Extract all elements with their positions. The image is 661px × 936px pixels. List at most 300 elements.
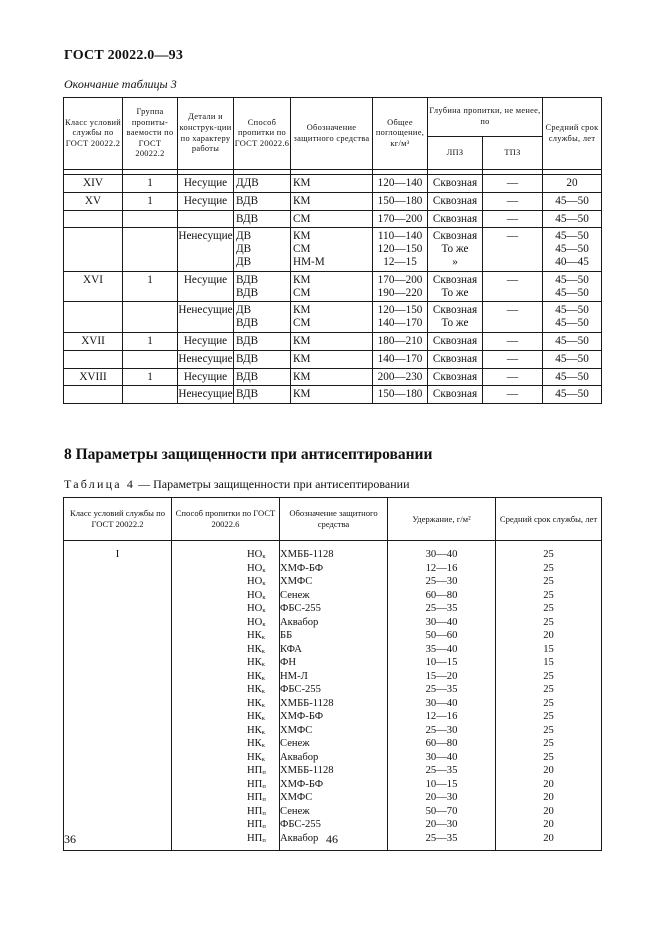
t4-cell-method [172,765,280,779]
t4-method-sub: к [262,553,266,560]
t4-cell-class [64,765,172,779]
t4-method-base: НП [247,819,263,830]
t4-cell-retention: 35—40 [388,644,496,658]
t4-row [64,792,602,806]
t4-cell-designation: ХМББ-1128 [280,765,388,779]
t3-cell-abs: 140—170 [373,350,428,368]
t3-header-absorption: Общее поглощение, кг/м³ [373,98,428,170]
t4-method-sub: п [262,769,266,776]
t4-cell-designation: Сенеж [280,806,388,820]
t4-method-sub: к [262,620,266,628]
t4-cell-class [64,833,172,851]
t4-cell-designation: Аквабор [280,752,388,766]
t3-cell-des: КМ СМ НМ-М [291,228,373,271]
t3-cell-life: 45—50 45—50 [543,302,602,333]
t3-cell-lpz: Сквозная То же » [428,228,483,271]
t4-cell-retention: 25—35 [388,684,496,698]
t4-cell-designation: ХМФС [280,725,388,739]
t3-cell-meth: ВДВ [234,350,291,368]
t4-method-base: НК [247,643,262,655]
t4-cell-life: 25 [496,738,602,752]
t4-method-sub: к [262,593,266,601]
t4-row [64,779,602,793]
t4-header-life: Средний срок службы, лет [496,498,602,541]
t4-method-base: НК [247,711,262,722]
t4-cell-retention: 10—15 [388,779,496,793]
t4-method-base: НК [247,751,262,763]
t4-cell-class [64,819,172,833]
t3-cell-abs: 200—230 [373,368,428,386]
t4-row [64,725,602,739]
t4-cell-class [64,590,172,604]
t4-cell-life: 15 [496,644,602,658]
t4-method-base: НП [247,765,263,776]
t4-cell-method [172,563,280,577]
t4-method-base: НК [247,670,262,682]
t3-cell-det: Несущие [178,271,234,302]
t3-cell-life: 45—50 [543,368,602,386]
t4-cell-method [172,725,280,739]
t4-row [64,752,602,766]
t3-cell-lpz: Сквозная [428,192,483,210]
t4-method-base: НК [247,697,262,709]
t3-row [64,350,602,368]
t3-cell-meth: ВДВ [234,210,291,228]
t4-cell-retention: 50—70 [388,806,496,820]
t3-cell-det [178,210,234,228]
t3-cell-des: КМ [291,192,373,210]
t4-row [64,819,602,833]
t4-cell-method [172,819,280,833]
t3-header-class: Класс условий службы по ГОСТ 20022.2 [64,98,123,170]
table4-body [64,541,602,851]
t3-cell-abs: 180—210 [373,332,428,350]
t4-cell-life: 25 [496,671,602,685]
t4-row [64,603,602,617]
t3-header-group: Группа пропиты-ваемости по ГОСТ 20022.2 [123,98,178,170]
t3-row [64,228,602,271]
t3-cell-life: 45—50 [543,192,602,210]
t4-method-base: НП [247,778,263,790]
t4-method-base: НК [247,684,262,695]
t4-cell-life: 20 [496,819,602,833]
t4-method-base: НО [247,549,263,560]
t3-cell-meth: ВДВ [234,192,291,210]
t4-cell-method [172,711,280,725]
t3-header-lpz: ЛПЗ [428,137,483,170]
t4-cell-method [172,738,280,752]
t3-cell-grp: 1 [123,368,178,386]
t4-cell-designation: Аквабор [280,617,388,631]
t4-header-designation: Обозначение защитного средства [280,498,388,541]
t4-header-class: Класс условий службы по ГОСТ 20022.2 [64,498,172,541]
t4-cell-designation: ФБС-255 [280,603,388,617]
t4-cell-retention: 25—35 [388,603,496,617]
t4-cell-class [64,576,172,590]
t4-row [64,590,602,604]
t4-cell-designation: ХМББ-1128 [280,541,388,563]
t4-method-sub: п [262,782,266,790]
t3-cell-grp [123,210,178,228]
t3-cell-grp [123,350,178,368]
t4-row [64,644,602,658]
t4-cell-method [172,698,280,712]
t4-row [64,765,602,779]
section-title: 8 Параметры защищенности при антисептировании [64,446,433,463]
t4-cell-life: 25 [496,725,602,739]
t4-method-sub: к [261,728,265,736]
t3-cell-grp [123,302,178,333]
t4-cell-class [64,684,172,698]
t4-method-sub: к [261,688,265,695]
t3-cell-det: Ненесущие [178,228,234,271]
t4-cell-designation: Аквабор [280,833,388,851]
t3-cell-tpz: — [483,192,543,210]
table3-caption: Окончание таблицы 3 [64,77,177,91]
t4-cell-life: 25 [496,563,602,577]
t3-cell-lpz: Сквозная То же [428,302,483,333]
t4-cell-class [64,725,172,739]
t4-method-base: НО [247,616,263,628]
t3-cell-life: 45—50 [543,210,602,228]
t3-cell-des: СМ [291,210,373,228]
t4-cell-method [172,590,280,604]
t3-cell-tpz: — [483,368,543,386]
t3-cell-cls [64,350,123,368]
t3-cell-cls: XIV [64,175,123,193]
t3-cell-tpz: — [483,302,543,333]
t4-method-sub: п [262,823,266,830]
t3-cell-abs: 170—200 190—220 [373,271,428,302]
t3-cell-grp [123,386,178,404]
t4-method-base: НП [247,792,263,803]
t3-cell-lpz: Сквозная [428,386,483,404]
t4-row [64,711,602,725]
t4-method-sub: к [261,755,265,763]
document-header: ГОСТ 20022.0—93 [64,48,184,63]
t4-cell-retention: 15—20 [388,671,496,685]
t3-cell-life: 45—50 [543,332,602,350]
t4-cell-designation: ФБС-255 [280,819,388,833]
t4-row [64,671,602,685]
t4-cell-method [172,752,280,766]
t4-method-sub: к [262,580,266,587]
t3-row [64,332,602,350]
t4-method-base: НК [247,738,262,749]
t3-cell-des: КМ [291,332,373,350]
t4-cell-method [172,617,280,631]
t4-method-sub: п [262,809,266,817]
t3-cell-det: Ненесущие [178,302,234,333]
t4-cell-method [172,806,280,820]
t4-cell-retention: 30—40 [388,698,496,712]
t3-cell-meth: ДВ ВДВ [234,302,291,333]
t3-cell-abs: 150—180 [373,386,428,404]
t4-cell-life: 25 [496,541,602,563]
t4-method-sub: к [261,661,265,668]
t4-cell-method [172,541,280,563]
t3-cell-lpz: Сквозная То же [428,271,483,302]
t3-header-depth: Глубина пропитки, не менее, по [428,98,543,137]
t3-row [64,271,602,302]
t4-cell-retention: 12—16 [388,711,496,725]
t3-cell-des: КМ [291,350,373,368]
t4-method-sub: к [261,701,265,709]
t4-cell-designation: ББ [280,630,388,644]
t3-cell-life: 45—50 [543,386,602,404]
t3-cell-cls: XV [64,192,123,210]
t3-cell-det: Несущие [178,175,234,193]
t4-cell-retention: 10—15 [388,657,496,671]
t4-cell-life: 20 [496,765,602,779]
t4-method-sub: к [261,742,265,749]
t3-cell-meth: ДДВ [234,175,291,193]
table3 [63,97,602,404]
page-number-center: 46 [326,832,338,846]
t4-cell-life: 25 [496,752,602,766]
t4-row [64,657,602,671]
t4-cell-class [64,657,172,671]
t4-cell-life: 25 [496,617,602,631]
t3-cell-cls: XVII [64,332,123,350]
t4-cell-retention: 30—40 [388,752,496,766]
t3-cell-grp: 1 [123,175,178,193]
t3-header-designation: Обозначение защитного средства [291,98,373,170]
t4-cell-life: 20 [496,630,602,644]
t4-method-base: НК [247,657,262,668]
t4-cell-method [172,684,280,698]
t3-cell-meth: ВДВ [234,386,291,404]
t4-row [64,806,602,820]
t4-cell-designation: ХМФС [280,792,388,806]
t3-cell-det: Несущие [178,192,234,210]
t3-header-service-life: Средний срок службы, лет [543,98,602,170]
t3-cell-des: КМ СМ [291,271,373,302]
t3-cell-det: Несущие [178,332,234,350]
t4-cell-designation: ХМФС [280,576,388,590]
t3-cell-abs: 120—140 [373,175,428,193]
t4-cell-retention: 25—35 [388,833,496,851]
t4-row [64,684,602,698]
t3-cell-cls: XVI [64,271,123,302]
t4-cell-life: 25 [496,590,602,604]
t4-cell-designation: Сенеж [280,590,388,604]
t4-cell-life: 25 [496,684,602,698]
t3-cell-tpz: — [483,175,543,193]
t4-cell-class [64,711,172,725]
t3-cell-grp [123,228,178,271]
t4-cell-class [64,630,172,644]
t4-cell-retention: 60—80 [388,590,496,604]
t4-method-base: НП [247,805,263,817]
t3-cell-tpz: — [483,210,543,228]
t4-cell-retention: 20—30 [388,792,496,806]
table4-caption-text: — Параметры защищенности при антисептировании [135,477,410,491]
t4-method-sub: к [261,674,265,682]
t3-cell-grp: 1 [123,332,178,350]
page-number-left: 36 [64,832,76,846]
t4-cell-designation: ХМББ-1128 [280,698,388,712]
table4 [63,497,602,851]
t3-cell-det: Несущие [178,368,234,386]
t4-row [64,738,602,752]
t4-cell-retention: 50—60 [388,630,496,644]
t4-cell-retention: 25—30 [388,576,496,590]
table3-body [64,175,602,404]
t3-row [64,192,602,210]
t4-cell-class [64,738,172,752]
t4-method-sub: к [261,634,265,641]
t4-method-sub: к [262,607,266,614]
t4-cell-designation: КФА [280,644,388,658]
t4-cell-class [64,698,172,712]
t3-cell-tpz: — [483,228,543,271]
table4-caption [64,477,410,492]
t3-cell-tpz: — [483,332,543,350]
t4-method-sub: к [261,647,265,655]
t4-cell-life: 20 [496,792,602,806]
t4-cell-class [64,563,172,577]
t3-cell-cls [64,386,123,404]
t3-cell-grp: 1 [123,271,178,302]
t3-cell-cls: XVIII [64,368,123,386]
t4-cell-retention: 25—35 [388,765,496,779]
t4-cell-life: 25 [496,711,602,725]
t4-cell-retention: 12—16 [388,563,496,577]
t4-row [64,541,602,563]
t3-cell-life: 45—50 [543,350,602,368]
t3-cell-meth: ВДВ ВДВ [234,271,291,302]
t4-header-retention: Удержание, г/м² [388,498,496,541]
t4-cell-class [64,603,172,617]
t3-cell-des: КМ [291,368,373,386]
t4-cell-class [64,752,172,766]
t3-cell-life: 45—50 45—50 [543,271,602,302]
t4-cell-class: I [64,541,172,563]
t3-cell-abs: 110—140 120—150 12—15 [373,228,428,271]
t4-method-sub: п [262,836,266,844]
t4-cell-designation: ХМФ-БФ [280,563,388,577]
t3-cell-lpz: Сквозная [428,332,483,350]
t4-method-base: НО [247,576,263,587]
t4-cell-method [172,576,280,590]
t4-method-base: НО [247,562,263,574]
t4-cell-retention: 60—80 [388,738,496,752]
t4-cell-class [64,644,172,658]
t4-method-sub: п [262,796,266,803]
t3-header-details: Детали и конструк-ции по характеру работы [178,98,234,170]
t4-cell-retention: 30—40 [388,541,496,563]
t3-row [64,210,602,228]
t4-cell-life: 20 [496,779,602,793]
t4-cell-retention: 30—40 [388,617,496,631]
t4-method-base: НК [247,630,262,641]
t3-cell-life: 20 [543,175,602,193]
t3-cell-lpz: Сквозная [428,350,483,368]
t3-cell-lpz: Сквозная [428,175,483,193]
t4-row [64,563,602,577]
t3-cell-tpz: — [483,350,543,368]
t3-row [64,368,602,386]
t4-cell-designation: ХМФ-БФ [280,779,388,793]
t4-cell-class [64,779,172,793]
t4-cell-class [64,792,172,806]
t4-cell-method [172,630,280,644]
t4-cell-class [64,806,172,820]
t3-header-method: Способ пропитки по ГОСТ 20022.6 [234,98,291,170]
t4-cell-life: 25 [496,603,602,617]
t3-cell-des: КМ СМ [291,302,373,333]
t3-cell-lpz: Сквозная [428,368,483,386]
t4-cell-designation: ХМФ-БФ [280,711,388,725]
t3-cell-meth: ДВ ДВ ДВ [234,228,291,271]
t4-cell-designation: ФН [280,657,388,671]
t4-method-sub: к [262,566,266,574]
t3-cell-det: Ненесущие [178,386,234,404]
t3-cell-life: 45—50 45—50 40—45 [543,228,602,271]
t3-cell-lpz: Сквозная [428,210,483,228]
t3-cell-des: КМ [291,175,373,193]
t4-cell-retention: 25—30 [388,725,496,739]
t3-cell-abs: 170—200 [373,210,428,228]
t3-cell-meth: ВДВ [234,368,291,386]
t3-row [64,386,602,404]
t4-method-base: НП [247,832,263,844]
t4-row [64,698,602,712]
t3-row [64,175,602,193]
t3-cell-tpz: — [483,271,543,302]
t4-cell-method [172,792,280,806]
t4-cell-life: 15 [496,657,602,671]
t4-cell-retention: 20—30 [388,819,496,833]
t3-cell-grp: 1 [123,192,178,210]
t4-cell-designation: ФБС-255 [280,684,388,698]
t4-row [64,617,602,631]
t4-row [64,576,602,590]
t4-cell-life: 20 [496,833,602,851]
t3-cell-abs: 150—180 [373,192,428,210]
t3-cell-des: КМ [291,386,373,404]
t4-cell-life: 25 [496,698,602,712]
t3-cell-abs: 120—150 140—170 [373,302,428,333]
t4-cell-designation: Сенеж [280,738,388,752]
t3-cell-det: Ненесущие [178,350,234,368]
t4-cell-method [172,657,280,671]
t4-row [64,630,602,644]
t4-method-base: НК [247,724,262,736]
t4-cell-class [64,617,172,631]
t3-cell-meth: ВДВ [234,332,291,350]
table4-caption-label: Таблица 4 [64,477,136,491]
t4-method-sub: к [261,715,265,722]
t4-cell-life: 20 [496,806,602,820]
t3-row [64,302,602,333]
t4-method-base: НО [247,589,263,601]
t4-cell-life: 25 [496,576,602,590]
t3-header-tpz: ТПЗ [483,137,543,170]
t4-cell-method [172,644,280,658]
t3-cell-cls [64,228,123,271]
t3-cell-cls [64,302,123,333]
t3-cell-tpz: — [483,386,543,404]
t4-cell-class [64,671,172,685]
t4-cell-method [172,671,280,685]
t3-cell-cls [64,210,123,228]
t4-cell-method [172,603,280,617]
t4-header-method: Способ пропитки по ГОСТ 20022.6 [172,498,280,541]
t4-cell-method [172,833,280,851]
t4-cell-method [172,779,280,793]
